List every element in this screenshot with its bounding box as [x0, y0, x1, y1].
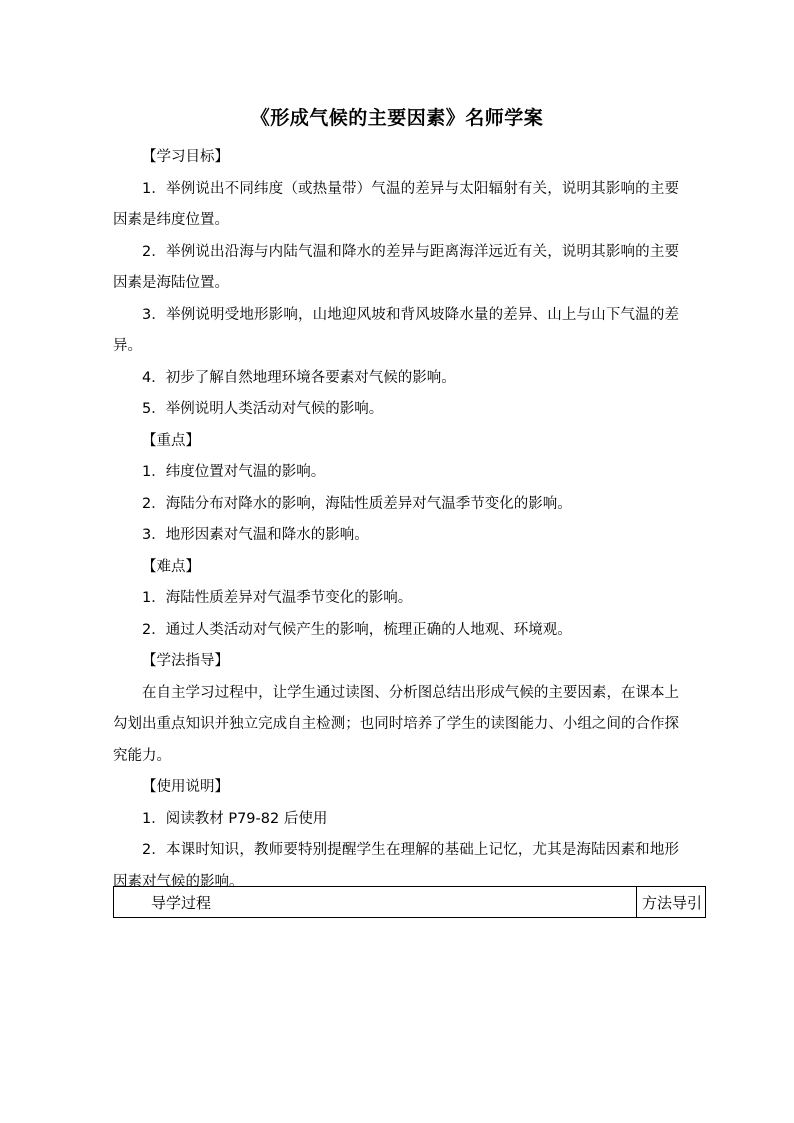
key-point-item: 3．地形因素对气温和降水的影响。	[142, 527, 369, 543]
key-point-item: 2．海陆分布对降水的影响，海陆性质差异对气温季节变化的影响。	[142, 495, 572, 512]
guide-table	[113, 886, 706, 918]
key-points-heading: 【重点】	[142, 432, 200, 449]
key-point-item: 1．纬度位置对气温的影响。	[142, 464, 326, 480]
usage-heading: 【使用说明】	[142, 779, 229, 795]
table-row	[114, 887, 706, 918]
method-guide-text: 在自主学习过程中，让学生通过读图、分析图总结出形成气候的主要因素，在课本上勾划出重点知识并独立完成自主检测；也同时培养了学生的读图能力、小组之间的合作探究能力。	[113, 684, 679, 764]
difficulty-item: 2．通过人类活动对气候产生的影响，梳理正确的人地观、环境观。	[142, 621, 572, 638]
objective-item: 1．举例说出不同纬度（或热量带）气温的差异与太阳辐射有关，说明其影响的主要因素是纬度位置。	[113, 180, 679, 228]
objective-item: 4．初步了解自然地理环境各要素对气候的影响。	[142, 369, 456, 386]
objective-item: 2．举例说出沿海与内陆气温和降水的差异与距离海洋远近有关，说明其影响的主要因素是海陆位置。	[113, 243, 679, 291]
method-guide-heading: 【学法指导】	[142, 653, 229, 669]
document-title: 《形成气候的主要因素》名师学案	[250, 107, 544, 129]
difficulty-item: 1．海陆性质差异对气温季节变化的影响。	[142, 590, 413, 606]
usage-item: 2．本课时知识，教师要特别提醒学生在理解的基础上记忆，尤其是海陆因素和地形因素对气候的影响。	[113, 842, 679, 890]
difficulties-heading: 【难点】	[142, 558, 200, 575]
objective-item: 5．举例说明人类活动对气候的影响。	[142, 401, 384, 417]
objective-item: 3．举例说明受地形影响，山地迎风坡和背风坡降水量的差异、山上与山下气温的差异。	[113, 306, 679, 354]
document-body	[113, 142, 679, 898]
method-guide-cell: 方法导引	[637, 887, 706, 918]
usage-item: 1．阅读教材 P79-82 后使用	[142, 810, 328, 827]
guide-process-cell: 导学过程	[114, 887, 637, 918]
objectives-heading: 【学习目标】	[142, 149, 229, 165]
